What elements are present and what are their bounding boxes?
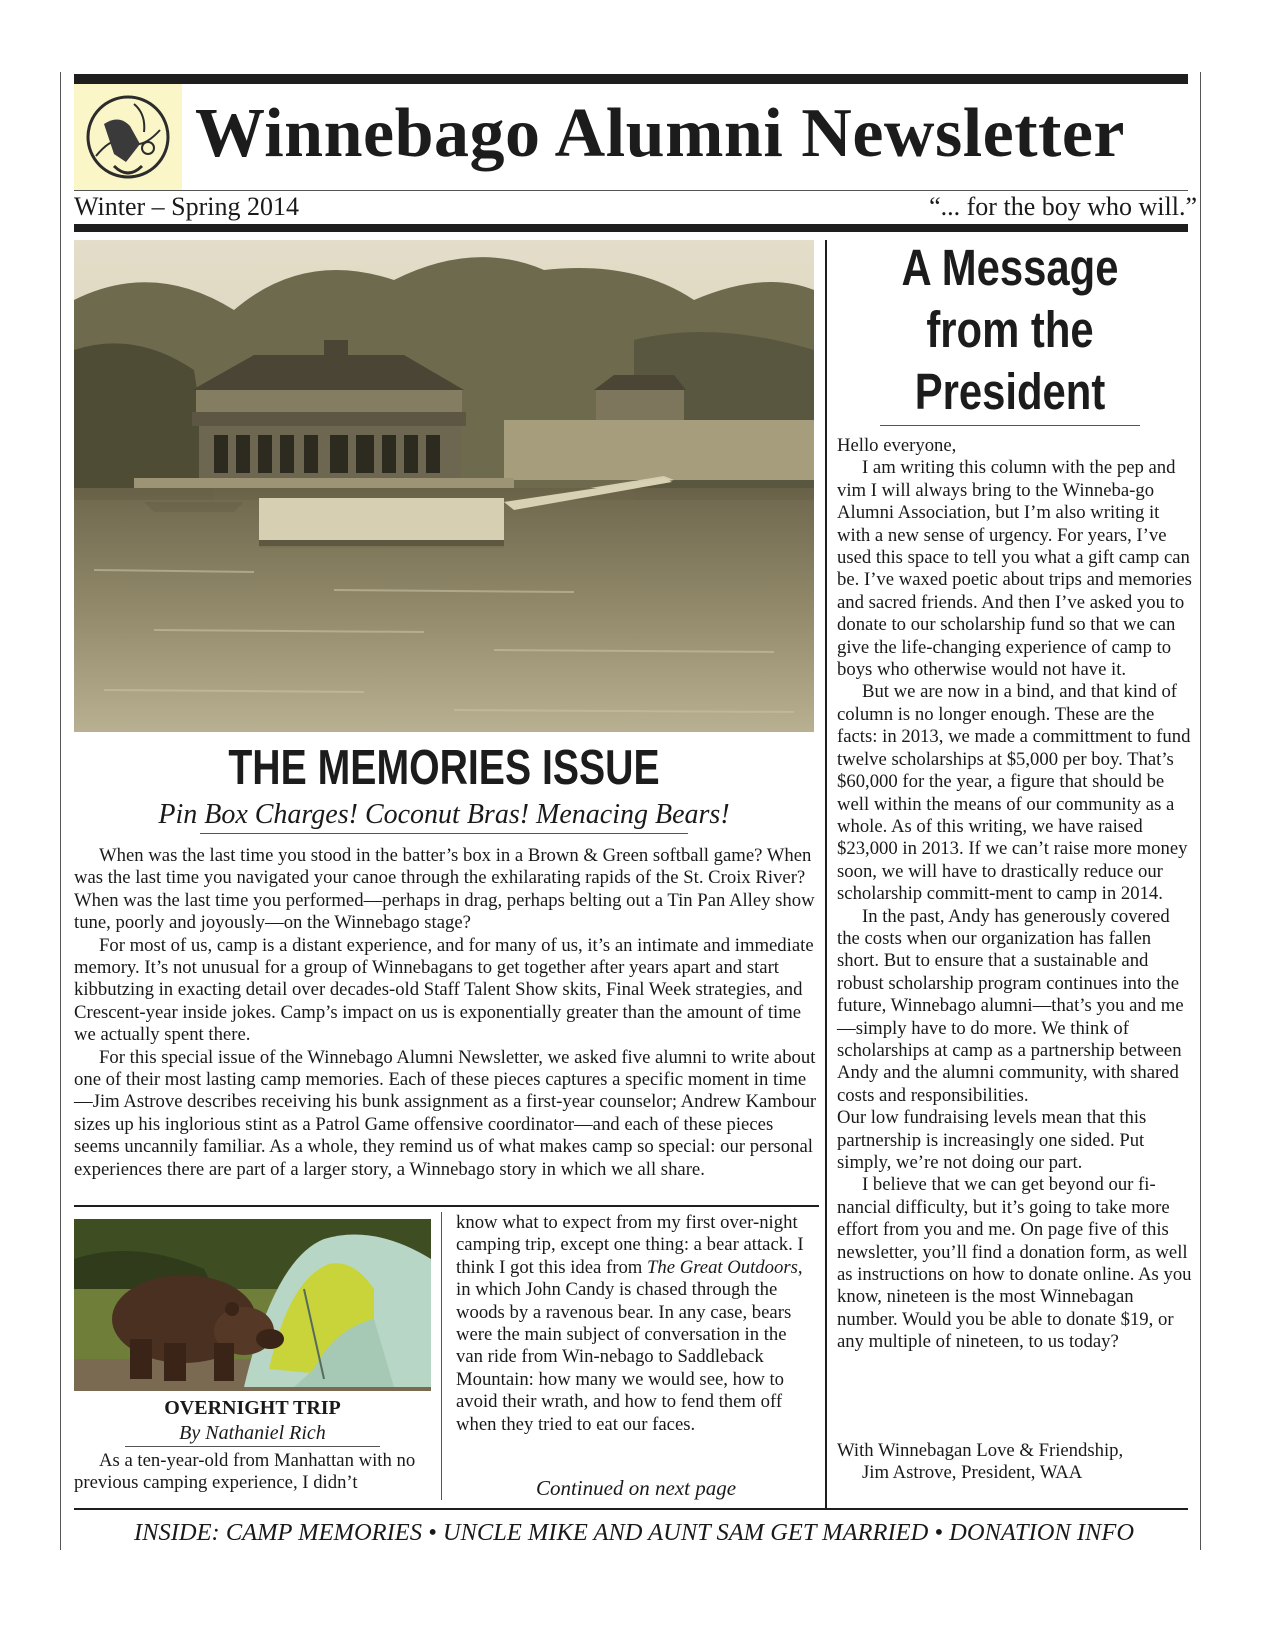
footer-rule <box>74 1508 1188 1510</box>
subtitle-underline <box>200 833 688 834</box>
feature-subtitle: Pin Box Charges! Coconut Bras! Menacing Bears! <box>158 799 730 830</box>
column-divider <box>825 240 827 1508</box>
feature-paragraph: When was the last time you stood in the batter’s box in a Brown & Green softball game? When was the last time you navigated your canoe through the exhilarating rapids of the St. Croix River? When was the last time you performed—perhaps in drag, perhaps belting out a Tin Pan Alley show tune, poorly and joyously—on the Winnebago stage? <box>74 845 815 934</box>
overnight-story-title: OVERNIGHT TRIP <box>164 1397 341 1419</box>
president-signoff <box>837 1440 1192 1485</box>
president-paragraph: In the past, Andy has generously covered the costs when our organization has fallen short. But to ensure that a sustainable and robust scholarship program continues into the future, Winnebago alumni—that’s you and me—simply have to do more. We think of scholarships at camp as a partnership between Andy and the alumni community, with shared costs and responsibilities. <box>837 905 1184 1106</box>
film-title: The Great Outdoors <box>647 1256 798 1278</box>
boathouse-photo <box>74 240 814 732</box>
feature-paragraph: For this special issue of the Winnebago Alumni Newsletter, we asked five alumni to write about one of their most lasting camp memories. Each of these pieces captures a specific moment in time—Jim Astrove describes receiving his bunk assignment as a first-year counselor; Andrew Kambour sizes up his inglorious stint as a Patrol Game offensive coordinator—and each of these pieces seems uncannily familiar. As a whole, they remind us of what makes camp so special: our personal experiences there are part of a larger story, a Winnebago story in which we all share. <box>74 1046 817 1180</box>
president-paragraph: I believe that we can get beyond our fi-nancial difficulty, but it’s going to take more effort from you and me. On page five of this newsletter, you’ll find a donation form, as well as instructions on how to donate online. As you know, nineteen is the most Winnebagan number. Would you be able to donate $19, or any multiple of nineteen, to us today? <box>837 1174 1192 1353</box>
page-left-edge <box>60 72 61 1550</box>
title-line: A Message <box>901 239 1119 296</box>
signoff-line: With Winnebagan Love & Friendship, <box>837 1440 1124 1461</box>
president-paragraph: I am writing this column with the pep and vim I will always bring to the Winneba-go Alumni Association, but I’m also writing it with a new sense of urgency. For years, I’ve used this space to tell you what a gift camp can be. I’ve waxed poetic about trips and memories and sacred friends. And then I’ve asked you to donate to our scholarship fund so that we can give the life-changing experience of camp to boys who otherwise would not have it. <box>837 457 1192 681</box>
camp-logo <box>74 84 182 190</box>
inside-contents-banner: INSIDE: CAMP MEMORIES • UNCLE MIKE AND AUNT SAM GET MARRIED • DONATION INFO <box>133 1519 1135 1546</box>
continued-link[interactable]: Continued on next page <box>535 1476 737 1500</box>
newsletter-title: Winnebago Alumni Newsletter <box>195 95 1125 172</box>
byline-underline <box>125 1446 380 1447</box>
overnight-story-continuation <box>456 1212 816 1436</box>
title-line: from the <box>926 301 1094 358</box>
newsletter-motto: “... for the boy who will.” <box>929 192 1197 221</box>
masthead-divider <box>74 190 1188 191</box>
president-title-underline <box>880 425 1140 426</box>
masthead-top-rule <box>74 74 1188 84</box>
president-message-title <box>867 237 1154 423</box>
feature-intro <box>74 845 819 1181</box>
story-divider <box>74 1205 819 1207</box>
president-message-body <box>837 435 1192 1354</box>
signature: Jim Astrove, President, WAA <box>862 1462 1083 1484</box>
overnight-story-text <box>74 1450 431 1495</box>
overnight-text-part: , in which John Candy is chased through the woods by a ravenous bear. In any case, bears were the main subject of conversation in the van ride from Win-nebago to Saddleback Mountain: how many we would see, how to avoid their wrath, and how to fend them off when they tried to eat our faces. <box>456 1256 803 1435</box>
feature-paragraph: For most of us, camp is a distant experience, and for many of us, it’s an intimate and immediate memory. It’s not unusual for a group of Winnebagans to get together after years apart and start kibbutzing in exacting detail over decades-old Staff Talent Show skits, Final Week strategies, and Crescent-year inside jokes. Camp’s impact on us is exponentially greater than the amount of time we actually spent there. <box>74 934 814 1046</box>
president-paragraph: But we are now in a bind, and that kind of column is no longer enough. These are the facts: in 2013, we made a committment to fund twelve scholarships at $5,000 per boy. That’s $60,000 for the year, a figure that should be well within the means of our community as a whole. As of this writing, we have raised $23,000 in 2013. If we can’t raise more money soon, we will have to drastically reduce our scholarship committ-ment to camp in 2014. <box>837 681 1191 905</box>
story-column-divider <box>441 1212 442 1500</box>
overnight-paragraph: As a ten-year-old from Manhattan with no previous camping experience, I didn’t <box>74 1450 416 1494</box>
overnight-text-part: know what to expect from my first over-night camping trip, except one thing: a bear attack. I think I got this idea from <box>456 1212 804 1278</box>
feature-title: THE MEMORIES ISSUE <box>228 741 660 795</box>
issue-date: Winter – Spring 2014 <box>74 192 299 221</box>
president-paragraph: Our low fundraising levels mean that this partnership is increasingly one sided. Put simply, we’re not doing our part. <box>837 1107 1147 1173</box>
title-line: President <box>914 363 1106 420</box>
bear-tent-photo <box>74 1219 431 1391</box>
greeting: Hello everyone, <box>837 435 957 456</box>
overnight-story-byline: By Nathaniel Rich <box>179 1422 326 1444</box>
page-right-edge <box>1200 72 1201 1550</box>
overnight-paragraph <box>456 1212 816 1436</box>
masthead-bottom-rule <box>74 224 1188 232</box>
